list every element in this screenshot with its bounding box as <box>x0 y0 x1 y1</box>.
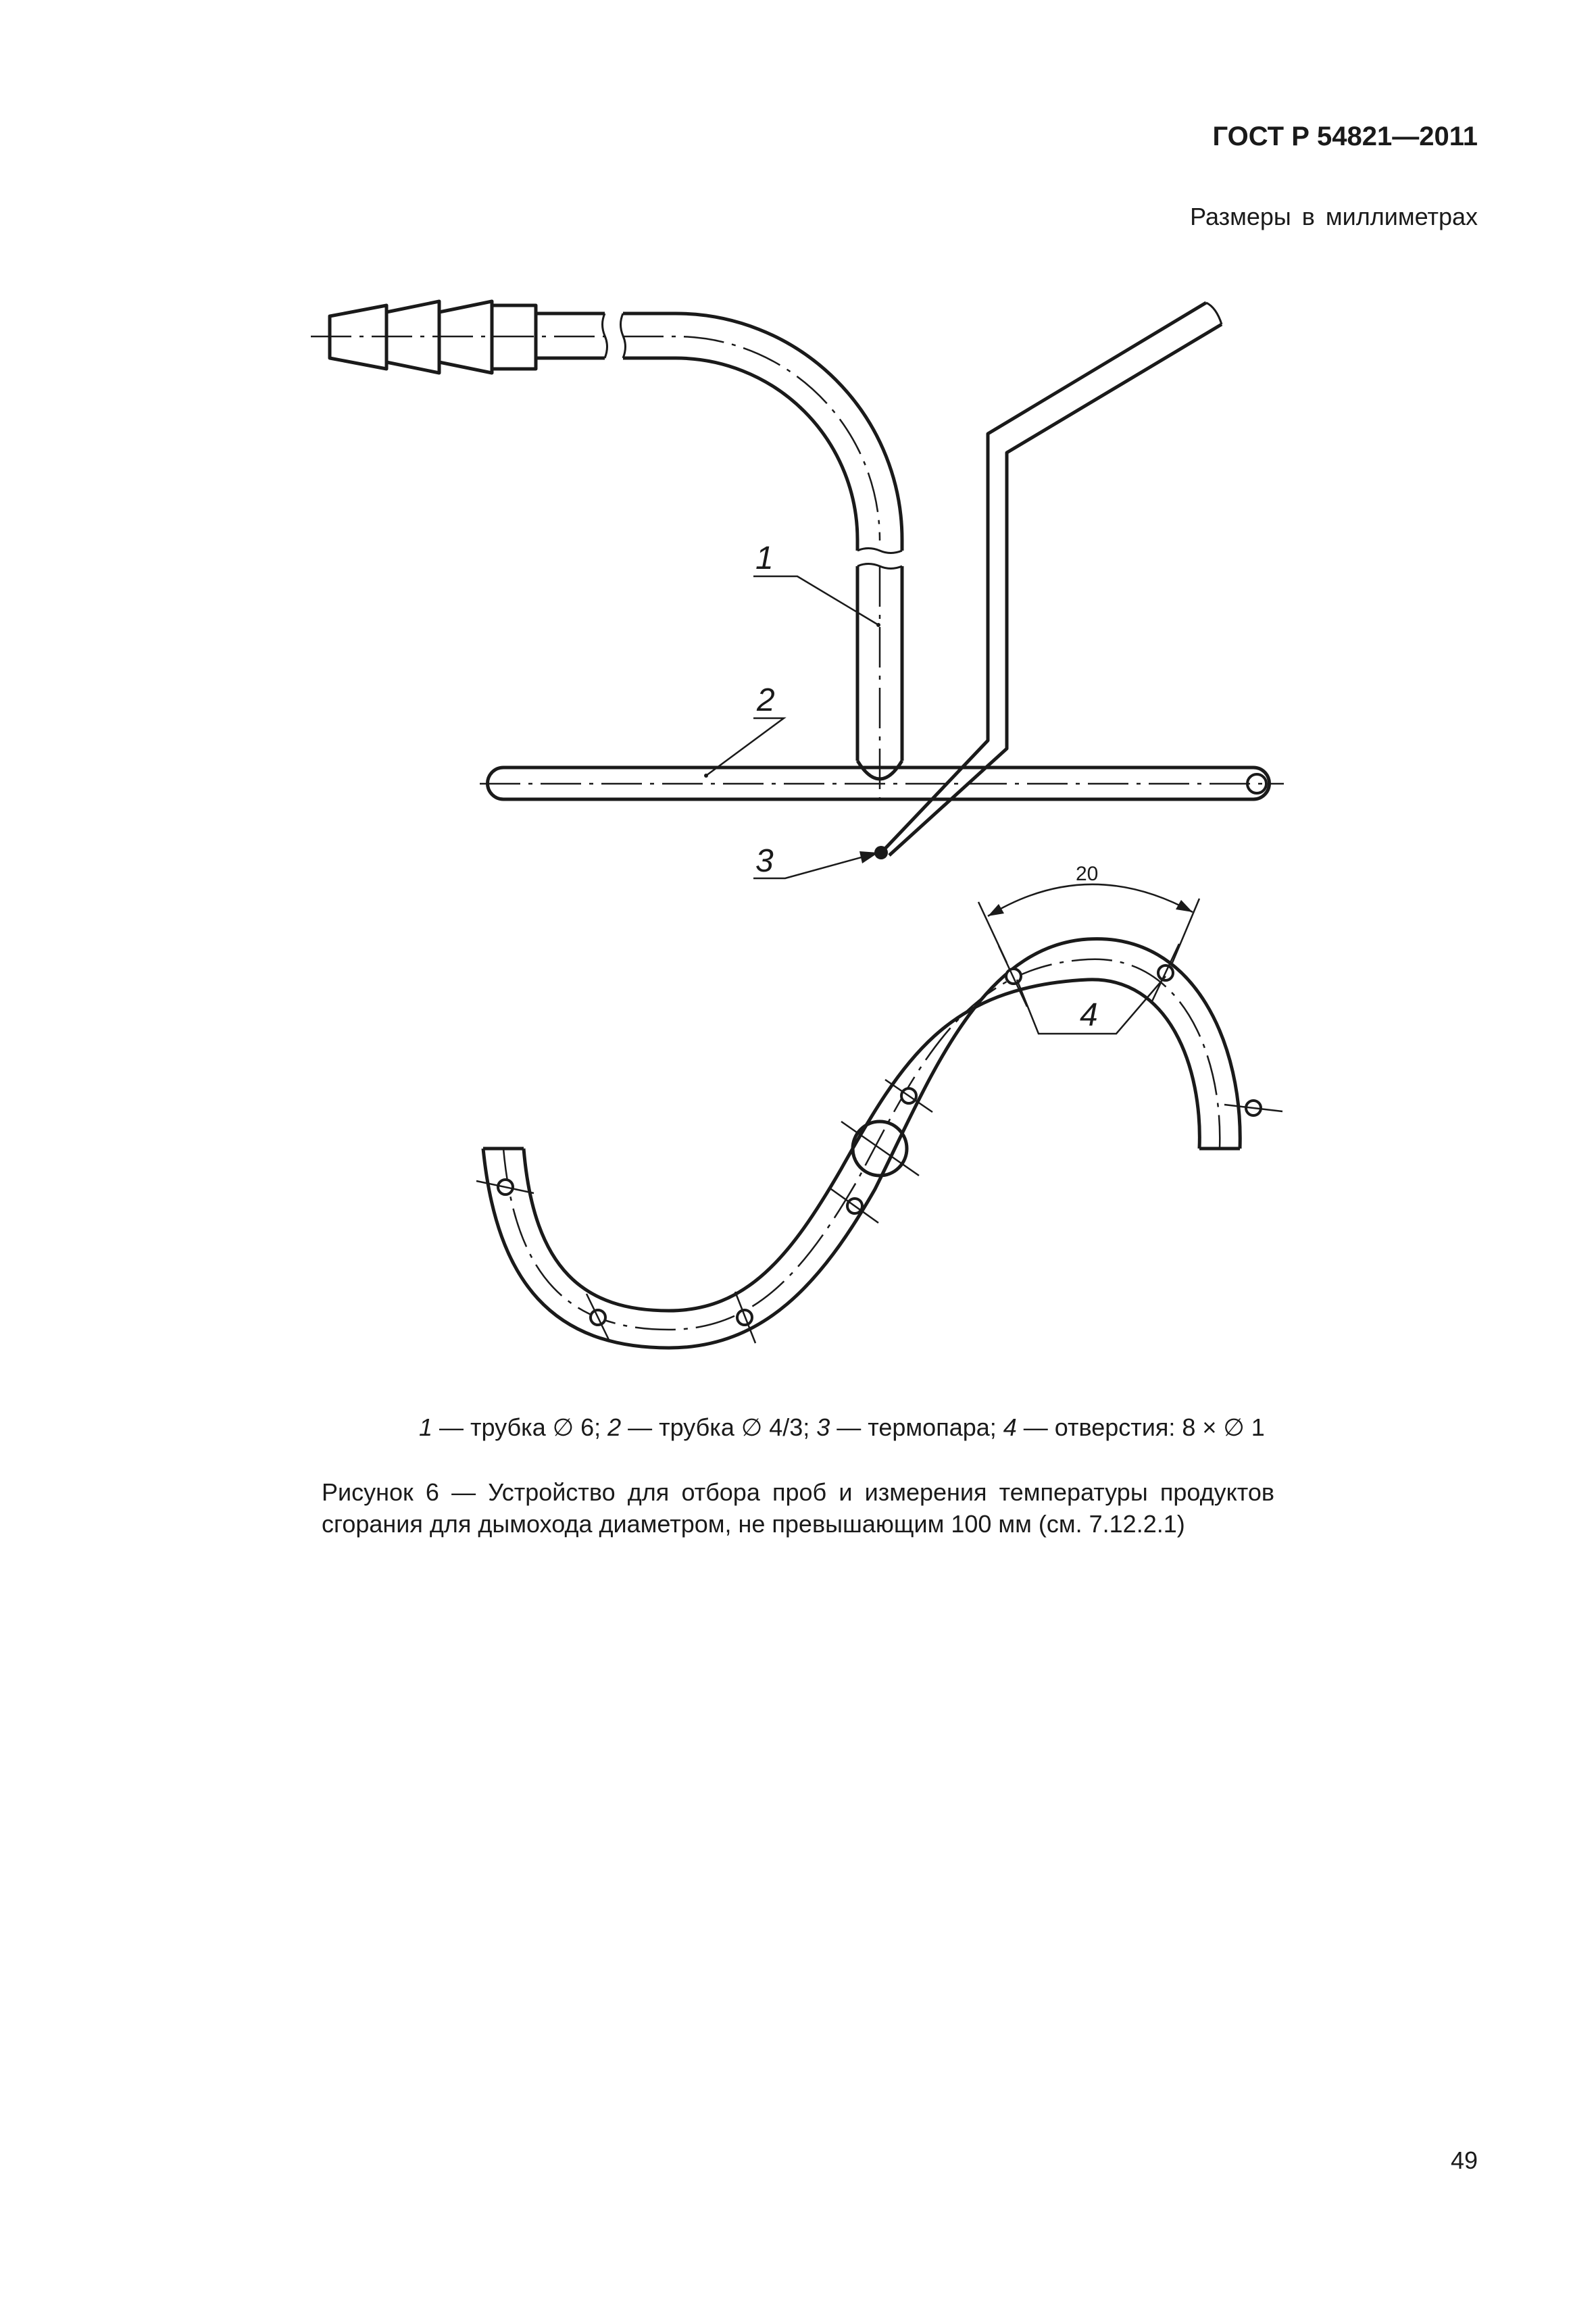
page-number: 49 <box>1450 2146 1478 2174</box>
callout-4: 4 <box>1080 997 1098 1033</box>
thermocouple <box>884 303 1222 855</box>
legend-text-1: — трубка ∅ 6; <box>432 1413 608 1441</box>
legend-num-3: 3 <box>816 1413 830 1441</box>
s-tube <box>483 939 1240 1348</box>
legend-text-2: — трубка ∅ 4/3; <box>621 1413 817 1441</box>
legend-num-4: 4 <box>1003 1413 1017 1441</box>
callout-3: 3 <box>755 843 774 879</box>
holes <box>498 965 1261 1325</box>
figure-legend <box>419 1413 1265 1442</box>
units-note: Размеры в миллиметрах <box>1190 203 1478 230</box>
legend-num-1: 1 <box>419 1413 433 1441</box>
legend-text-3: — термопара; <box>830 1413 1003 1441</box>
tube-1 <box>536 313 902 779</box>
standard-code: ГОСТ Р 54821—2011 <box>1212 122 1478 151</box>
callout-1: 1 <box>755 540 774 576</box>
legend-num-2: 2 <box>607 1413 622 1441</box>
dimension-20: 20 <box>1076 863 1099 885</box>
figure-caption: Рисунок 6 — Устройство для отбора проб и измерения температуры продуктов сгорания для дымохода диаметром, не превышающим 100 мм (см. 7.12.2.1) <box>322 1478 1274 1538</box>
callout-2: 2 <box>757 682 775 718</box>
legend-text-4: — отверстия: 8 × ∅ 1 <box>1016 1413 1265 1441</box>
